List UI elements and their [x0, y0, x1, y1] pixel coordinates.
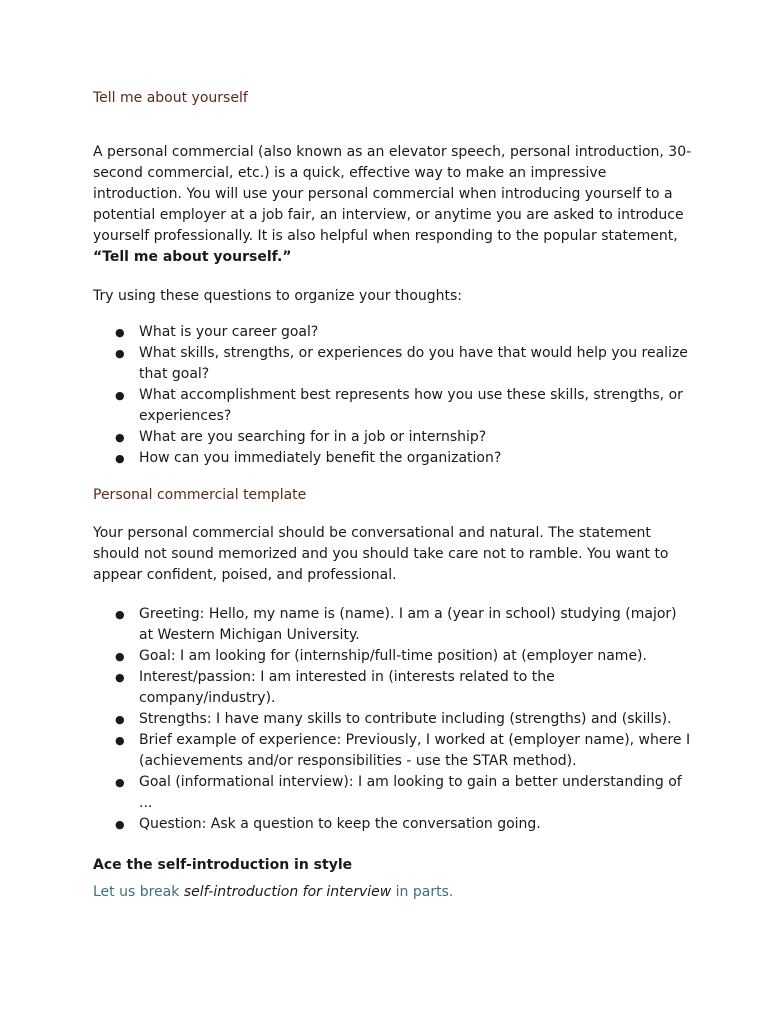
bullet-icon: ●	[115, 671, 125, 684]
section-heading-tell-me: Tell me about yourself	[93, 90, 248, 106]
section-heading-ace: Ace the self-introduction in style	[93, 857, 353, 873]
break-parts-line: Let us break self-introduction for interview in parts.	[93, 884, 454, 900]
list-item: ● Greeting: Hello, my name is (name). I am a (year in school) studying (major) at Western Michigan University.	[115, 606, 677, 643]
list-item: ● How can you immediately benefit the organization?	[93, 448, 693, 469]
list-item: ● What is your career goal?	[93, 322, 693, 343]
list-item: ● Interest/passion: I am interested in (interests related to the company/industry).	[115, 669, 555, 706]
intro-text: A personal commercial (also known as an elevator speech, personal introduction, 30-second commercial, etc.) is a quick, effective way to make an impressive introduction. You will use your personal commercial when introducing yourself to a potential employer at a job fair, an interview, or anytime you are asked to introduce yourself professionally. It is also helpful when responding to the popular statement,	[93, 144, 692, 244]
list-item: ● Goal: I am looking for (internship/full-time position) at (employer name).	[93, 646, 693, 667]
bullet-icon: ●	[115, 818, 125, 831]
bullet-icon: ●	[115, 713, 125, 726]
list-item: ● What accomplishment best represents how you use these skills, strengths, or experiences?	[115, 387, 683, 424]
list-item: ● Strengths: I have many skills to contribute including (strengths) and (skills).	[93, 709, 693, 730]
list-item: ● Brief example of experience: Previously, I worked at (employer name), where I (achievements and/or responsibilities - use the STAR method).	[115, 732, 691, 769]
section-heading-template: Personal commercial template	[93, 487, 307, 503]
questions-list	[93, 322, 693, 469]
list-item: ● Goal (informational interview): I am looking to gain a better understanding of ...	[115, 774, 682, 811]
bullet-icon: ●	[115, 452, 125, 465]
intro-paragraph	[93, 142, 693, 268]
questions-prompt: Try using these questions to organize your thoughts:	[93, 288, 463, 304]
list-item: ● What are you searching for in a job or internship?	[93, 427, 693, 448]
bullet-icon: ●	[115, 326, 125, 339]
list-item: ● Question: Ask a question to keep the conversation going.	[93, 814, 693, 835]
list-item: ● What skills, strengths, or experiences do you have that would help you realize that goal?	[115, 345, 688, 382]
italic-phrase: self-introduction for interview	[183, 884, 392, 900]
document-page	[93, 88, 693, 903]
bullet-icon: ●	[115, 347, 125, 360]
bullet-icon: ●	[115, 431, 125, 444]
bullet-icon: ●	[115, 389, 125, 402]
template-intro-paragraph: Your personal commercial should be conversational and natural. The statement should not sound memorized and you should take care not to ramble. You want to appear confident, poised, and professional.	[93, 525, 669, 583]
template-list	[93, 604, 693, 835]
bullet-icon: ●	[115, 650, 125, 663]
bullet-icon: ●	[115, 776, 125, 789]
intro-bold-quote: “Tell me about yourself.”	[93, 249, 292, 265]
bullet-icon: ●	[115, 734, 125, 747]
bullet-icon: ●	[115, 608, 125, 621]
